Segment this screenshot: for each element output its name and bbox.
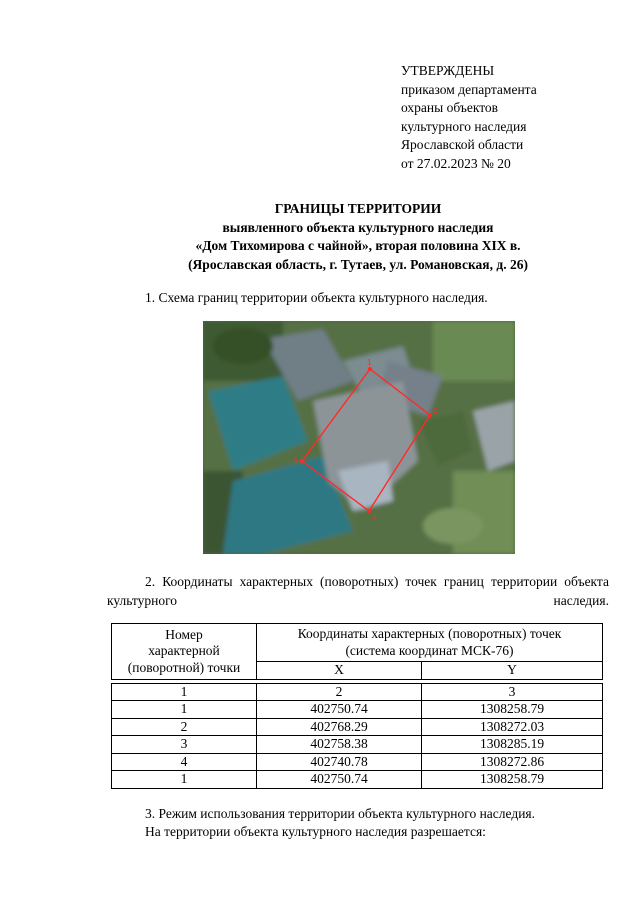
table-row: 1 402750.74 1308258.79: [112, 701, 603, 719]
title-line: ГРАНИЦЫ ТЕРРИТОРИИ: [274, 201, 442, 216]
boundary-point: [300, 459, 304, 463]
approval-stamp: [401, 62, 631, 174]
section-3-heading: 3. Режим использования территории объекта культурного наследия.: [145, 806, 536, 821]
section-3-text: На территории объекта культурного наследия разрешается:: [145, 824, 486, 839]
boundary-point: [367, 509, 371, 513]
point-label: 2: [433, 406, 438, 415]
approval-line: культурного наследия: [401, 118, 527, 134]
aerial-photo: [203, 321, 515, 554]
point-label: 1: [367, 358, 372, 367]
section-1-heading: 1. Схема границ территории объекта культурного наследия.: [145, 290, 488, 305]
table-row: 4 402740.78 1308272.86: [112, 753, 603, 771]
approval-line: УТВЕРЖДЕНЫ: [401, 63, 495, 78]
section-2-heading: 2. Координаты характерных (поворотных) точек границ территории объекта культурного наследия.: [107, 574, 609, 608]
approval-line: приказом департамента: [401, 81, 537, 97]
boundary-point: [368, 367, 372, 371]
boundary-point: [428, 413, 432, 417]
point-label: 4: [293, 456, 298, 465]
document-title: [60, 200, 640, 274]
header-y: Y: [422, 662, 603, 680]
table-row: 2 402768.29 1308272.03: [112, 718, 603, 736]
table-row: 1 402750.74 1308258.79: [112, 771, 603, 789]
coordinates-table: [111, 623, 603, 789]
header-point-number: Номер характерной (поворотной) точки: [112, 624, 257, 680]
approval-line: от 27.02.2023 № 20: [401, 155, 511, 171]
approval-line: Ярославской области: [401, 137, 524, 153]
header-coordinates: Координаты характерных (поворотных) точек (система координат МСК-76): [257, 624, 603, 662]
title-line: «Дом Тихомирова с чайной», вторая половина XIX в.: [195, 238, 521, 254]
approval-line: охраны объектов: [401, 100, 499, 116]
boundary-scheme-map: [203, 321, 515, 554]
title-line: (Ярославская область, г. Тутаев, ул. Романовская, д. 26): [188, 256, 528, 272]
table-row: 3 402758.38 1308285.19: [112, 736, 603, 754]
table-header-row: [112, 624, 603, 662]
header-x: X: [257, 662, 422, 680]
point-label: 3: [372, 512, 377, 521]
table-numbering-row: 1 2 3: [112, 683, 603, 701]
title-line: выявленного объекта культурного наследия: [222, 219, 494, 235]
